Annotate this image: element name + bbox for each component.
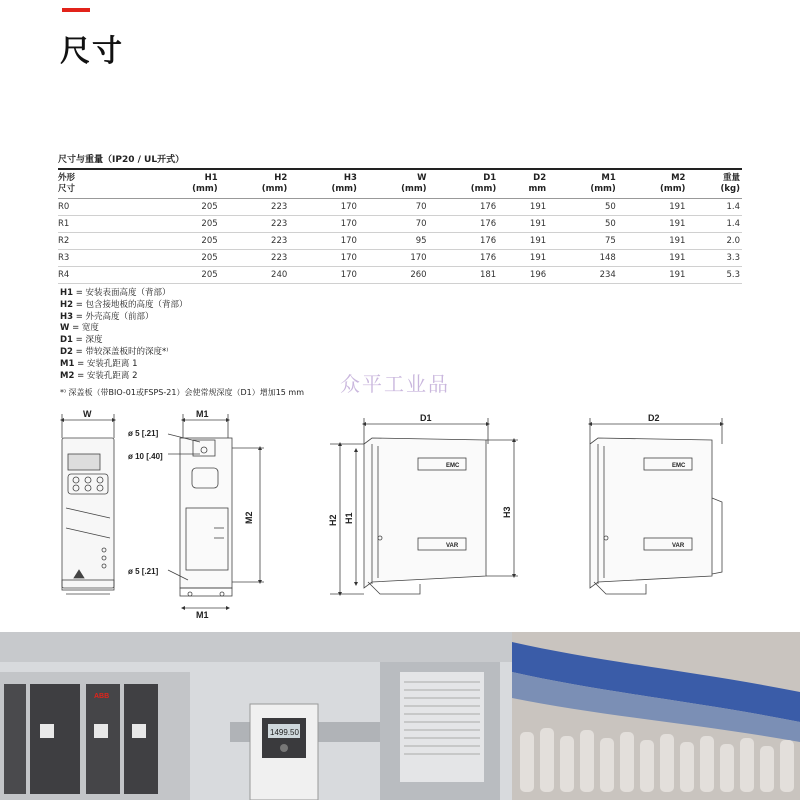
- table-cell: 176: [429, 216, 499, 233]
- var-label-d1: VAR: [446, 543, 459, 549]
- table-cell: 205: [150, 250, 220, 267]
- table-cell: 205: [150, 267, 220, 284]
- table-cell: 170: [359, 250, 429, 267]
- table-cell: 191: [498, 233, 548, 250]
- page-title: 尺寸: [60, 34, 124, 69]
- hole-label-3: ø 5 [.21]: [128, 567, 159, 576]
- drive-display-value: 1499.50: [270, 728, 299, 737]
- table-row: [58, 199, 742, 216]
- table-cell: 170: [289, 267, 359, 284]
- hole-label-2: ø 10 [.40]: [128, 452, 163, 461]
- table-cell: 148: [548, 250, 618, 267]
- table-cell: 50: [548, 216, 618, 233]
- h1-label: H1: [344, 512, 354, 524]
- table-cell: 205: [150, 199, 220, 216]
- table-cell: 223: [220, 233, 290, 250]
- table-cell: 191: [618, 199, 688, 216]
- back-m2-label: M2: [244, 511, 254, 524]
- legend-item: M2 = 安装孔距离 2: [60, 370, 138, 381]
- table-cell: 205: [150, 233, 220, 250]
- technical-drawings: [0, 408, 800, 623]
- table-cell: 196: [498, 267, 548, 284]
- table-cell: 3.3: [687, 250, 742, 267]
- table-cell: 170: [289, 250, 359, 267]
- table-cell: 75: [548, 233, 618, 250]
- table-cell: 191: [618, 250, 688, 267]
- table-cell: R0: [58, 199, 150, 216]
- table-cell: 181: [429, 267, 499, 284]
- cabinet-photo: [0, 632, 512, 800]
- side-view-d2-drawing: [590, 418, 722, 594]
- col-d1: D1 (mm): [429, 170, 499, 199]
- table-cell: 223: [220, 199, 290, 216]
- table-cell: 191: [618, 216, 688, 233]
- abb-brand-label: ABB: [94, 693, 110, 700]
- table-row: [58, 216, 742, 233]
- product-photos: [0, 632, 800, 800]
- table-cell: 191: [498, 216, 548, 233]
- legend-item: H1 = 安装表面高度（背部）: [60, 288, 171, 298]
- dimension-legend: [60, 288, 188, 382]
- table-cell: 70: [359, 199, 429, 216]
- dimensions-table-section: [58, 152, 742, 284]
- col-h2: H2 (mm): [220, 170, 290, 199]
- front-view-drawing: [62, 414, 114, 594]
- d2-label: D2: [648, 413, 660, 423]
- table-cell: 95: [359, 233, 429, 250]
- table-cell: 1.4: [687, 199, 742, 216]
- h3-label: H3: [502, 506, 512, 518]
- legend-item: M1 = 安装孔距离 1: [60, 358, 138, 369]
- table-row: [58, 267, 742, 284]
- col-weight: 重量 (kg): [687, 170, 742, 199]
- table-cell: 170: [289, 216, 359, 233]
- table-cell: 50: [548, 199, 618, 216]
- table-cell: 5.3: [687, 267, 742, 284]
- var-label-d2: VAR: [672, 543, 685, 549]
- legend-item: W = 宽度: [60, 323, 99, 334]
- table-cell: 191: [498, 199, 548, 216]
- footnote: *⁾ 深盖板（带BIO-01或FSPS-21）会使常规深度（D1）增加15 mm: [60, 388, 305, 397]
- emc-label-d1: EMC: [446, 463, 460, 469]
- col-m1: M1 (mm): [548, 170, 618, 199]
- watermark-text: 众平工业品: [340, 372, 450, 396]
- table-cell: R1: [58, 216, 150, 233]
- back-m1-bottom-label: M1: [196, 610, 209, 620]
- table-cell: R3: [58, 250, 150, 267]
- table-cell: 170: [289, 199, 359, 216]
- table-cell: 176: [429, 233, 499, 250]
- table-cell: 205: [150, 216, 220, 233]
- bottling-photo: [512, 632, 800, 800]
- table-cell: 260: [359, 267, 429, 284]
- table-cell: R2: [58, 233, 150, 250]
- table-caption: 尺寸与重量（IP20 / UL开式）: [58, 152, 742, 170]
- back-m1-top-label: M1: [196, 409, 209, 419]
- col-frame: 外形 尺寸: [58, 170, 150, 199]
- hole-label-1: ø 5 [.21]: [128, 429, 159, 438]
- table-cell: 223: [220, 250, 290, 267]
- table-cell: 170: [289, 233, 359, 250]
- table-cell: 191: [618, 233, 688, 250]
- legend-item: H2 = 包含接地板的高度（背部）: [60, 299, 188, 310]
- col-m2: M2 (mm): [618, 170, 688, 199]
- col-w: W (mm): [359, 170, 429, 199]
- table-cell: 176: [429, 199, 499, 216]
- table-cell: 240: [220, 267, 290, 284]
- table-row: [58, 233, 742, 250]
- table-cell: 191: [498, 250, 548, 267]
- legend-item: D1 = 深度: [60, 335, 103, 346]
- legend-item: H3 = 外壳高度（前部）: [60, 311, 154, 322]
- table-cell: 234: [548, 267, 618, 284]
- table-row: [58, 250, 742, 267]
- table-cell: 191: [618, 267, 688, 284]
- table-cell: R4: [58, 267, 150, 284]
- col-d2: D2 mm: [498, 170, 548, 199]
- front-w-label: W: [83, 409, 92, 419]
- h2-label: H2: [328, 514, 338, 526]
- legend-item: D2 = 带较深盖板时的深度*⁾: [60, 346, 169, 357]
- table-cell: 223: [220, 216, 290, 233]
- title-accent-bar: [62, 8, 90, 12]
- table-cell: 2.0: [687, 233, 742, 250]
- back-view-drawing: [168, 414, 264, 608]
- table-header-row: [58, 170, 742, 199]
- table-cell: 1.4: [687, 216, 742, 233]
- table-cell: 176: [429, 250, 499, 267]
- side-view-d1-drawing: [330, 418, 518, 594]
- table-cell: 70: [359, 216, 429, 233]
- dimensions-table: [58, 170, 742, 284]
- d1-label: D1: [420, 413, 432, 423]
- col-h1: H1 (mm): [150, 170, 220, 199]
- col-h3: H3 (mm): [289, 170, 359, 199]
- emc-label-d2: EMC: [672, 463, 686, 469]
